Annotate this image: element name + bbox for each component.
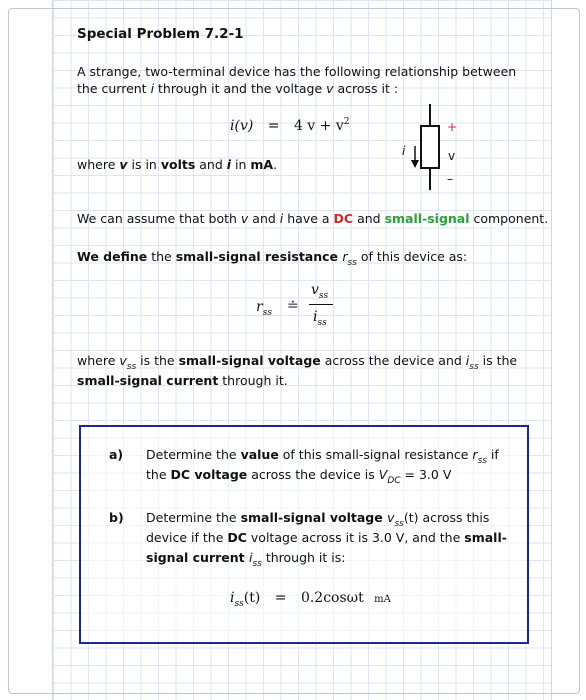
pa-l2c: across the device is (247, 467, 379, 482)
pb-l2c: voltage across it is 3.0 V, and the (246, 530, 465, 545)
assume-c: and (248, 211, 280, 226)
assume-v: v (240, 211, 249, 226)
eq2-lhs: r (256, 299, 263, 315)
pa-value: value (240, 447, 279, 462)
units-ma: mA (250, 157, 274, 172)
pa-value-3v: = 3.0 V (400, 467, 452, 482)
page-title: Special Problem 7.2-1 (77, 26, 244, 42)
eq3-equals: = (274, 590, 287, 606)
where2-ssv: small-signal voltage (178, 353, 321, 368)
units-i: i (226, 157, 232, 172)
where2-ssc: small-signal current (77, 373, 219, 388)
eq2-num: v (311, 282, 319, 298)
units-line (77, 157, 277, 172)
eq3-i: i (230, 590, 235, 606)
part-b-marker: b) (109, 510, 124, 525)
assume-i: i (279, 211, 284, 226)
define-b: the (147, 249, 176, 264)
eq3-rhs: 0.2cosωt (300, 590, 364, 606)
units-volts: volts (160, 157, 196, 172)
units-e: and (195, 157, 227, 172)
pb-i-sub: ss (252, 559, 262, 569)
equation-rss-eq: ≐ (287, 298, 299, 314)
eq3-t: (t) (243, 590, 261, 606)
intro-current-symbol: i (150, 81, 155, 96)
intro-text-1: A strange, two-terminal device has the following relationship between (77, 64, 517, 79)
assume-small-signal: small-signal (384, 211, 470, 226)
equation-rss-lhs (256, 299, 272, 318)
where2-f: across the device and (320, 353, 466, 368)
pa-if: if (486, 447, 499, 462)
define-a: We define (77, 249, 148, 264)
pa-V: V (378, 467, 388, 482)
define-r-sub: ss (347, 258, 357, 268)
assumption-line (77, 211, 548, 226)
intro-text-2e: across it : (333, 81, 399, 96)
eq1-exponent: 2 (343, 117, 350, 127)
pb-i: i (249, 550, 253, 565)
pb-l2a: device if the (146, 530, 228, 545)
eq2-den: i (313, 309, 318, 325)
where2-d: is the (136, 353, 179, 368)
where-line-2 (77, 373, 288, 388)
pb-v: v (387, 510, 395, 525)
part-a-line-2 (146, 467, 451, 486)
intro-text-2a: the current (77, 81, 151, 96)
pb-dc: DC (227, 530, 247, 545)
units-v: v (119, 157, 128, 172)
pa-l2a: the (146, 467, 171, 482)
pb-ssv: small-signal voltage (240, 510, 388, 525)
part-a-marker: a) (109, 447, 124, 462)
device-voltage-label: v (448, 149, 456, 163)
pa-l1c: of this small-signal resistance (278, 447, 473, 462)
intro-text-2c: through it and the voltage (154, 81, 327, 96)
assume-g: and (353, 211, 385, 226)
fraction-bar (309, 304, 333, 305)
eq2-lhs-sub: ss (262, 308, 272, 318)
part-b-line-2 (146, 530, 507, 545)
part-b-line-1 (146, 510, 489, 529)
eq1-rhs: 4 v + v (293, 118, 344, 134)
where2-i: i (465, 353, 470, 368)
pb-l1f: across this (418, 510, 490, 525)
intro-line-1 (77, 64, 516, 79)
eq3-unit: mA (374, 594, 391, 605)
device-minus-sign: – (447, 172, 453, 186)
part-a-line-1 (146, 447, 499, 466)
pa-V-sub: DC (387, 476, 401, 486)
where2-v-sub: ss (126, 362, 137, 372)
pb-l3d: through it is: (261, 550, 346, 565)
device-current-label: i (402, 144, 406, 158)
pb-v-sub: ss (394, 519, 404, 529)
definition-line (77, 249, 467, 268)
intro-voltage-symbol: v (326, 81, 334, 96)
units-g: in (231, 157, 251, 172)
eq1-equals: = (267, 118, 280, 134)
units-a: where (77, 157, 120, 172)
equation-iss (230, 590, 391, 609)
eq1-lhs: i(v) (230, 118, 254, 134)
units-period: . (273, 157, 278, 172)
where2-i-end: is the (478, 353, 518, 368)
where2-v: v (119, 353, 127, 368)
pa-r-sub: ss (477, 456, 487, 466)
where2-i-sub: ss (469, 362, 479, 372)
device-plus-sign: + (447, 120, 458, 134)
pb-t: (t) (403, 510, 419, 525)
define-f: of this device as: (356, 249, 468, 264)
pa-r: r (472, 447, 478, 462)
pa-dcv: DC voltage (170, 467, 248, 482)
equation-rss-numerator (311, 282, 328, 301)
where2-l2b: through it. (218, 373, 288, 388)
assume-e: have a (283, 211, 334, 226)
define-c: small-signal resistance (175, 249, 343, 264)
equation-rss-denominator (313, 309, 327, 328)
equation-iv (230, 117, 350, 134)
pb-signal-current: signal current (146, 550, 249, 565)
eq3-i-sub: ss (234, 599, 244, 609)
eq2-num-sub: ss (318, 291, 329, 301)
intro-line-2 (77, 81, 398, 96)
units-c: is in (127, 157, 161, 172)
part-b-line-3 (146, 550, 345, 569)
where2-a: where (77, 353, 120, 368)
eq2-den-sub: ss (317, 318, 327, 328)
pa-l1a: Determine the (146, 447, 241, 462)
define-r: r (342, 249, 348, 264)
where-line-1 (77, 353, 517, 372)
assume-i-end: component. (469, 211, 549, 226)
assume-dc: DC (333, 211, 354, 226)
assume-a: We can assume that both (77, 211, 241, 226)
two-terminal-device-icon (395, 100, 470, 195)
pb-l1a: Determine the (146, 510, 241, 525)
pb-small: small- (464, 530, 507, 545)
